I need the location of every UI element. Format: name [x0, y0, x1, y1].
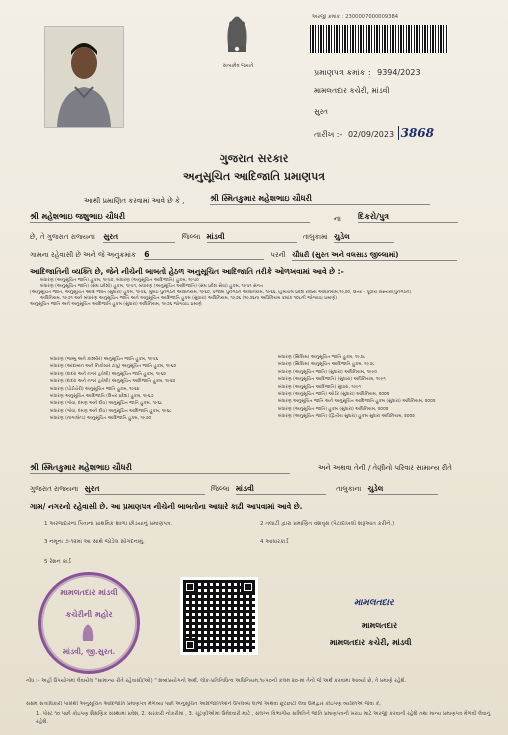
- handwritten-number: 3868: [398, 126, 434, 140]
- footer-instruction: સક્ષમ સત્તાધિકારી પાસેથી અનુસૂચિત આદિજાતિ પ્રમાણપત્ર મેળવ્યા પછી અનુસૂચિત આદિજાતિઓને ઉપલબ્ધ લાભો અથવા છૂટછાટો લેવા ઉમેદ્વાર કોઇપણ વ્યક્તિએ જેવા કે,: [26, 701, 381, 707]
- order-line: અધિનિયમ, ૧૯૭૧ અને બંધારણ અનુસૂચિત જાતિ અને અનુસૂચિત આદિજાતિ હુકમ (સુધારા) અધિનિયમ, ૧૯૭૬ (૧૯૭૬ના અધિનિયમ ક્રમાંક ૧૦૮ની જોગવાઇ પ્રમાણે): [40, 296, 338, 301]
- stamp-text-top: મામલતદાર માંડવી: [60, 587, 118, 597]
- tribe-name: ચૌધરી (સુરત અને વલસાડ જીલ્લામાં): [292, 251, 457, 261]
- stamp-text-middle: કચેરીની મહોર: [65, 609, 113, 619]
- order-left-item: બંધારણ (જમ્મુ અને કાશ્મીર) અનુસૂચિત જાતિ હુકમ, ૧૯૫૬: [50, 357, 159, 362]
- qr-code-icon: [180, 577, 258, 655]
- certificate-number-row: [314, 68, 421, 78]
- serial-number: 6: [144, 250, 264, 260]
- order-left-item: બંધારણ (ગોવા, દમણ અને દીવ) અનુસૂચિત આદિજાતિ હુકમ, ૧૯૬૮: [50, 408, 172, 414]
- issue-date: 02/09/2023: [347, 130, 395, 139]
- certificate-number-label: પ્રમાણપત્ર ક્રમાંક :: [314, 68, 371, 77]
- person-name: શ્રી સ્મિતકુમાર મહેશભાઇ ચૌધરી: [210, 194, 430, 205]
- signatory-office: મામલતદાર કચેરી, માંડવી: [330, 638, 412, 647]
- order-left-item: બંધારણ (ગોવા, દમણ અને દીવ) અનુસૂચિત જાતિ હુકમ, ૧૯૬૮: [50, 401, 163, 407]
- order-left-item: બંધારણ (નાગાલેન્ડ) અનુસૂચિત આદિજાતિ હુકમ, ૧૯૭૦: [50, 416, 152, 422]
- document-item: 3 નમૂના ૭-૧૨માં આ સાથે જોડેલ સોગંદનામું.: [44, 539, 145, 545]
- applicant-photo: [44, 26, 124, 128]
- taluka-name: માંડવી: [207, 232, 297, 243]
- tribe-prefix: પરની: [270, 251, 286, 259]
- emblem-motto: સત્યમેવ જયતે: [222, 63, 254, 69]
- order-right-item: બંધારણ (અનુસૂચિત આદિજાતિ) સુધારા, ૧૯૯૧: [278, 384, 362, 390]
- certificate-number: 9394/2023: [377, 68, 421, 77]
- state2-prefix: ગુજરાત રાજ્યના: [30, 485, 79, 493]
- document-item: 2 તલાટી દ્વારા પ્રમાણિત વંશવૃક્ષ (પેટાદાખલો શરૂઆત કરીને.): [260, 521, 395, 527]
- government-title: ગુજરાત સરકાર: [219, 152, 289, 165]
- order-line: બંધારણ (અનુસૂચિત જાતિ) હુકમ, ૧૯૫૦, બંધારણ (અનુસૂચિત આદિજાતિ) હુકમ, ૧૯૫૦: [40, 278, 199, 283]
- issue-date-label: તારીખ :-: [314, 130, 343, 139]
- stamp-text-bottom: માંડવી, જી.સુરત.: [62, 647, 116, 656]
- father-name: શ્રી મહેશભાઇ જશુભાઇ ચૌધરી: [30, 212, 310, 223]
- state-prefix: છે, તે ગુજરાત રાજ્યના: [30, 233, 95, 241]
- order-left-item: બંધારણ અનુસૂચિત આદિજાતિ (ઉત્તર પ્રદેશ) હુકમ, ૧૯૬૭: [50, 394, 154, 400]
- residence-row-2: [30, 484, 490, 495]
- residence-basis-text: ગામ/ નગરનો રહેવાસી છે. આ પ્રમાણપત્ર નીચેની બાબતોના આધારે કાઢી આપવામાં આવે છે.: [30, 502, 303, 511]
- certificate-title: અનુસૂચિત આદિજાતિ પ્રમાણપત્ર: [182, 170, 326, 183]
- order-right-item: બંધારણ (અનુસૂચિત જાતિ) ઓર્ડર (સુધારા) અધિનિયમ, ૨૦૦૨: [278, 392, 390, 398]
- district2-label: જિલ્લા: [210, 485, 230, 493]
- issuing-office: મામલતદાર કચેરી, માંડવી: [314, 86, 390, 95]
- family-text: અને અથવા તેની / તેણીનો પરિવાર સામાન્ય રીતે: [318, 464, 452, 472]
- state-emblem-icon: [214, 12, 260, 64]
- application-number: અરજી ક્રમાંક : 2300007000009384: [312, 14, 399, 20]
- person-name-repeat: શ્રી સ્મિતકુમાર મહેશભાઇ ચૌધરી: [30, 463, 290, 474]
- issue-date-row: [314, 126, 434, 140]
- relation: દિકરો/પુત્ર: [358, 212, 458, 223]
- taluka2-label: તાલુકાના: [336, 485, 362, 493]
- relation-prefix: ના: [334, 215, 341, 223]
- orders-right-column: [278, 354, 493, 421]
- state2-district: સુરત: [85, 484, 205, 495]
- order-line: અનુસૂચિત જાતિ અને અનુસૂચિત આદિજાતિ હુકમ (સુધારા) અધિનિયમ, ૧૯૭૬ જોગવાઇ પ્રમાણે: [30, 302, 202, 307]
- order-right-item: બંધારણ (સિક્કિમ) અનુસૂચિત જાતિ હુકમ, ૧૯૭૮: [278, 355, 366, 360]
- order-line: બંધારણ (અનુસૂચિત જાતિ) (સંઘ પ્રદેશો) હુકમ, ૧૯૫૧, બંધારણ (અનુસૂચિત આદિજાતિ) (સંઘ પ્રદેશ સેવા) હુકમ, ૧૯૫૧ સંગત: [40, 284, 263, 289]
- document-item: 5 રેશન કાર્ડ: [44, 559, 71, 565]
- document-item: 1 અરજદારના પિતાના પ્રાથમિક શાળા છોડયાનું પ્રમાણપત્ર.: [44, 521, 173, 527]
- signatory-title: મામલતદાર: [362, 621, 398, 630]
- order-left-item: બંધારણ (દાદરા અને નગર હવેલી) અનુસૂચિત જાતિ હુકમ, ૧૯૬૨: [50, 371, 166, 377]
- village2-name: ચુડેલ: [368, 484, 438, 495]
- order-right-item: બંધારણ (અનુસૂચિત જાતિ) (દ્વિતીય સુધારા) હુકમ સુધારા અધિનિયમ, ૨૦૦૨: [278, 414, 415, 420]
- orders-left-column: [50, 356, 260, 423]
- document-item: 4 આધારકાર્ડ: [260, 539, 289, 545]
- village-name: ચુડેલ: [334, 232, 394, 243]
- barcode-icon: [310, 25, 448, 53]
- footer-list: 1. પોસ્ટ ૧૦ પછી કોઇપણ શૈક્ષણિક સંસ્થામાં પ્રવેશ, 2. સરકારી નોકરીમાં , 3. ચૂંટણીઓમાં ઉમેદવારી માટે , સંલગ્ન વિભાગીય સમિતિને જાતિ પ્રમાણપત્રની ખરાઇ માટે અરજી કરવાની રહેશે તથા માન્ય પ્રમાણપત્ર મેળવી લેવાનું રહેશે.: [36, 711, 491, 725]
- order-right-item: બંધારણ (અનુસૂચિત જાતિ) (સુધારા) અધિનિયમ, ૧૯૯૦: [278, 369, 377, 375]
- district-label: જિલ્લા: [181, 233, 201, 241]
- certify-text: આથી પ્રમાણિત કરવામાં આવે છે કે ,: [84, 197, 185, 205]
- order-right-item: બંધારણ (અનુસૂચિત આદિજાતિ) (સુધારા) અધિનિયમ, ૧૯૯૧: [278, 377, 386, 383]
- order-left-item: બંધારણ (પોંડીચેરી) અનુસૂચિત જાતિ હુકમ, ૧૯૬૪: [50, 386, 140, 392]
- order-left-item: બંધારણ (દાદરા અને નગર હવેલી) અનુસૂચિત આદિજાતિ હુકમ, ૧૯૬૨: [50, 379, 176, 385]
- taluka-label: તાલુકામાં: [302, 233, 328, 241]
- issuing-district: સુરત: [314, 108, 328, 116]
- order-right-item: બંધારણ (અનુસૂચિત જાતિ) હુકમ (સુધારા) અધિનિયમ, ૨૦૦૨: [278, 406, 389, 412]
- signature: મામલતદાર: [354, 598, 394, 608]
- order-line: [અનુસૂચિત જાતિ, અનુસૂચિત આદિ જાતિ (સુધારા) હુકમ, ૧૯૫૬, મુંબઇ પુનર્ગઠન અધિનિયમ, ૧૯૬૦, પંજાબ પુનર્ગઠન અધિનિયમ, ૧૯૬૬, હિમાચલ પ્રદેશ રાજ્ય અધિનિયમ,૧૯૭૦, ઉત્તર - પૂર્વીય વિસ્તારો(પુનર્ગઠન): [30, 290, 412, 295]
- serial-prefix: ગામના રહેવાસી છે અને જે અનુક્રમાંક: [30, 251, 136, 259]
- orders-list: [30, 278, 480, 308]
- footer-note: નોંધ :- અહીં ઉપયોગમાં લેવાયેલ "સામાન્ય રીતે રહેવાસી(ઓ) " શબ્દપ્રયોગનો અર્થ, લોક-પ્રતિનિધિત્વ અધિનિયમ,૧૯૫૦ની કલમ ૨૦-માં તેનો જે અર્થ કરવામાં આવ્યો છે, તે પ્રમાણે રહેશે.: [26, 678, 407, 684]
- serial-row: [30, 250, 490, 261]
- state-district: સુરત: [103, 232, 175, 243]
- order-left-item: બંધારણ (આંદામાન અને નિકોબાર ટાપુ) અનુસૂચિત જાતિ હુકમ, ૧૯૬૨: [50, 364, 176, 370]
- stamp-emblem-icon: [79, 623, 97, 643]
- residence-row: [30, 232, 480, 243]
- office-stamp: [38, 572, 140, 674]
- order-right-item: બંધારણ અનુસૂચિત જાતિ અને અનુસૂચિત આદિજાતિ હુકમ (સુધારા) અધિનિયમ, ૨૦૦૨: [278, 399, 436, 405]
- tribe-statement: આદિજાતિની વ્યક્તિ છે, જેને નીચેની બાબતો હેઠળ અનુસૂચિત આદિજાતિ તરીકે ઓળખવામાં આવે છે :-: [30, 267, 344, 276]
- taluka2-name: માંડવી: [236, 484, 326, 495]
- order-right-item: બંધારણ (સિક્કિમ) અનુસૂચિત આદિજાતિ હુકમ, ૧૯૭૮: [278, 362, 375, 368]
